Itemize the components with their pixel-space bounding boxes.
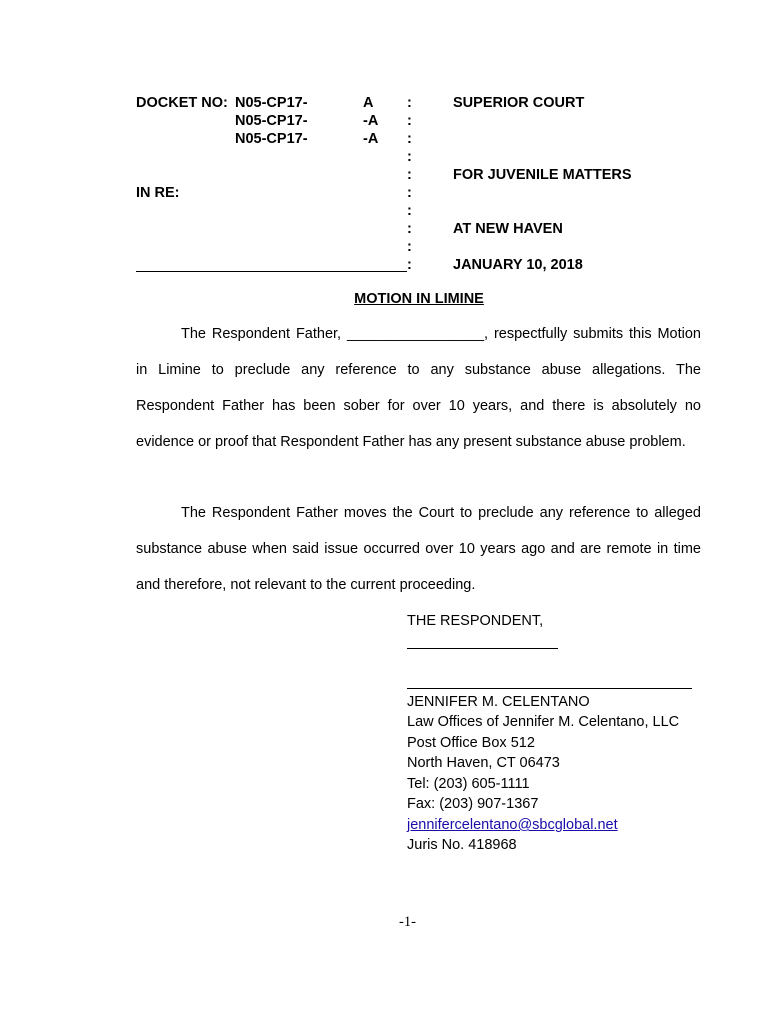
body-paragraph: The Respondent Father moves the Court to preclude any reference to alleged substance abuse when said issue occurred over 10 years ago and are remote in time and therefore, not relevant to the current proceeding. [136, 505, 701, 593]
body-paragraph: The Respondent Father, _________________, respectfully submits this Motion in Limine to preclude any reference to any substance abuse allegations. The Respondent Father has been sober for over 10 years, and there is absolutely no evidence or proof that Respondent Father has any present substance abuse problem. [136, 326, 701, 450]
caption-colon: : [407, 239, 412, 255]
address-line-1: Post Office Box 512 [407, 735, 535, 751]
docket-label: DOCKET NO: [136, 95, 228, 111]
caption-colon: : [407, 167, 412, 183]
signature-line [407, 688, 692, 689]
caption-colon: : [407, 221, 412, 237]
caption-colon: : [407, 185, 412, 201]
address-line-2: North Haven, CT 06473 [407, 755, 560, 771]
caption-colon: : [407, 203, 412, 219]
fax: Fax: (203) 907-1367 [407, 796, 539, 812]
docket-suffix: A [363, 95, 374, 111]
docket-number: N05-CP17- [235, 131, 308, 147]
signature-short-line [407, 648, 558, 649]
in-re-label: IN RE: [136, 185, 180, 201]
docket-suffix: -A [363, 113, 379, 129]
docket-number: N05-CP17- [235, 113, 308, 129]
juris-number: Juris No. 418968 [407, 837, 517, 853]
attorney-name: JENNIFER M. CELENTANO [407, 694, 590, 710]
telephone: Tel: (203) 605-1111 [407, 776, 530, 792]
caption-colon: : [407, 95, 412, 111]
document-title: MOTION IN LIMINE [354, 291, 484, 307]
page-number: -1- [399, 914, 416, 930]
docket-suffix: -A [363, 131, 379, 147]
party-name-blank-line [136, 271, 407, 272]
caption-colon: : [407, 257, 412, 273]
caption-colon: : [407, 113, 412, 129]
court-division: FOR JUVENILE MATTERS [453, 167, 632, 183]
email-link[interactable]: jennifercelentano@sbcglobal.net [407, 817, 618, 833]
caption-colon: : [407, 149, 412, 165]
law-firm: Law Offices of Jennifer M. Celentano, LLC [407, 714, 680, 730]
court-location: AT NEW HAVEN [453, 221, 563, 237]
court-name: SUPERIOR COURT [453, 95, 585, 111]
docket-number: N05-CP17- [235, 95, 308, 111]
caption-colon: : [407, 131, 412, 147]
signature-party: THE RESPONDENT, [407, 613, 544, 629]
filing-date: JANUARY 10, 2018 [453, 257, 583, 273]
